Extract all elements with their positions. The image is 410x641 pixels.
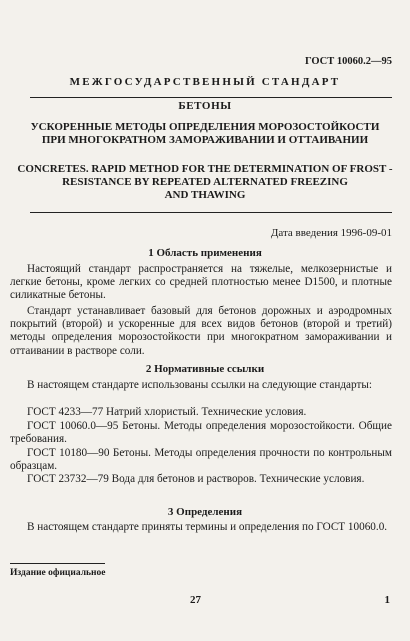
section-1-paragraph-2: Стандарт устанавливает базовый для бетонов дорожных и аэродромных покрытий (второй) и ускоренные для всех видов бетонов (второй и третий) методы определения морозостойкости при многократном замораживании и оттаивании в растворе соли. <box>10 305 392 357</box>
title-en-line-3: AND THAWING <box>164 189 246 201</box>
section-3-paragraph-1: В настоящем стандарте приняты термины и определения по ГОСТ 10060.0. <box>27 521 388 533</box>
reference-gost-4233: ГОСТ 4233—77 Натрий хлористый. Технические условия. <box>27 406 307 418</box>
section-1-paragraph-1: Настоящий стандарт распространяется на тяжелые, мелкозернистые и легкие бетоны, кроме легких со средней плотностью менее D1500, и плотные силикатные бетоны. <box>10 263 392 302</box>
title-en-line-1: CONCRETES. RAPID METHOD FOR THE DETERMINATION OF FROST - <box>17 163 393 175</box>
reference-gost-10060-0: ГОСТ 10060.0—95 Бетоны. Методы определения морозостойкости. Общие требования. <box>10 420 392 446</box>
top-rule <box>30 97 392 98</box>
gost-number: ГОСТ 10060.2—95 <box>304 56 392 67</box>
section-2-heading: 2 Нормативные ссылки <box>145 363 265 375</box>
title-ru-line-2: ПРИ МНОГОКРАТНОМ ЗАМОРАЖИВАНИИ И ОТТАИВАНИИ <box>41 134 369 146</box>
official-edition-label: Издание официальное <box>10 568 106 578</box>
footer-rule <box>10 563 105 564</box>
reference-gost-23732: ГОСТ 23732—79 Вода для бетонов и растворов. Технические условия. <box>27 473 365 485</box>
title-en-line-2: RESISTANCE BY REPEATED ALTERNATED FREEZING <box>62 176 348 188</box>
section-3-heading: 3 Определения <box>167 506 243 518</box>
interstate-standard-label: МЕЖГОСУДАРСТВЕННЫЙ СТАНДАРТ <box>69 76 341 88</box>
title-russian <box>10 121 400 147</box>
effective-date: Дата введения 1996-09-01 <box>270 227 392 239</box>
section-2-paragraph-1: В настоящем стандарте использованы ссылки на следующие стандарты: <box>27 379 372 391</box>
page-number-right: 1 <box>384 594 390 606</box>
title-rule <box>30 212 392 213</box>
title-english <box>10 163 400 202</box>
reference-gost-10180: ГОСТ 10180—90 Бетоны. Методы определения прочности по контрольным образцам. <box>10 447 392 473</box>
section-1-heading: 1 Область применения <box>148 247 262 259</box>
subject-heading: БЕТОНЫ <box>178 100 232 112</box>
title-ru-line-1: УСКОРЕННЫЕ МЕТОДЫ ОПРЕДЕЛЕНИЯ МОРОЗОСТОЙКОСТИ <box>30 121 380 133</box>
page-number-center: 27 <box>190 594 201 606</box>
